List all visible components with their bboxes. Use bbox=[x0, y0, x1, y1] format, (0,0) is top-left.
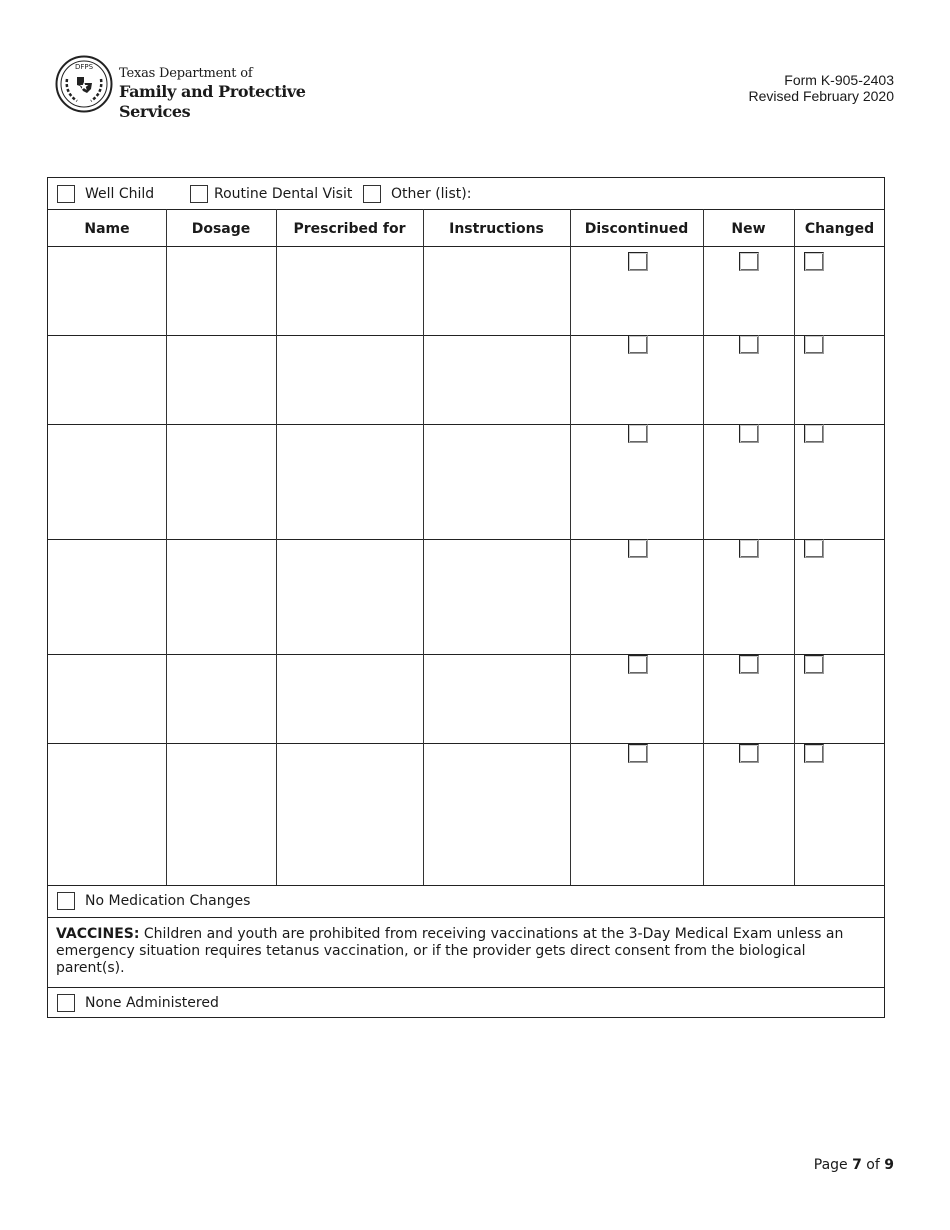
new-checkbox[interactable] bbox=[739, 744, 759, 763]
agency-line2: Family and Protective Services bbox=[119, 82, 306, 121]
column-divider bbox=[794, 209, 795, 885]
routine-dental-label: Routine Dental Visit bbox=[214, 186, 353, 202]
medication-form bbox=[47, 177, 885, 1018]
column-divider bbox=[570, 209, 571, 885]
no-medication-changes-checkbox[interactable] bbox=[57, 892, 75, 910]
divider bbox=[48, 987, 884, 988]
new-checkbox[interactable] bbox=[739, 252, 759, 271]
vaccines-text: Children and youth are prohibited from receiving vaccinations at the 3-Day Medical Exam unless an emergency situation requires tetanus vaccination, or if the provider gets direct consent from the biological parent(s). bbox=[56, 926, 844, 976]
none-administered-label: None Administered bbox=[85, 995, 219, 1011]
changed-checkbox[interactable] bbox=[804, 744, 824, 763]
discontinued-checkbox[interactable] bbox=[628, 655, 648, 674]
no-medication-changes-label: No Medication Changes bbox=[85, 893, 251, 909]
agency-name bbox=[119, 65, 355, 122]
changed-checkbox[interactable] bbox=[804, 539, 824, 558]
discontinued-checkbox[interactable] bbox=[628, 252, 648, 271]
page-of: of bbox=[861, 1157, 885, 1173]
well-child-checkbox[interactable] bbox=[57, 185, 75, 203]
column-divider bbox=[276, 209, 277, 885]
page-word: Page bbox=[813, 1157, 853, 1173]
changed-checkbox[interactable] bbox=[804, 655, 824, 674]
changed-checkbox[interactable] bbox=[804, 424, 824, 443]
discontinued-checkbox[interactable] bbox=[628, 539, 648, 558]
form-revision: Revised February 2020 bbox=[748, 88, 894, 104]
header-prescribed-for: Prescribed for bbox=[293, 220, 406, 237]
divider bbox=[48, 917, 884, 918]
well-child-label: Well Child bbox=[85, 186, 155, 202]
changed-checkbox[interactable] bbox=[804, 252, 824, 271]
form-number: Form K-905-2403 bbox=[784, 72, 894, 88]
agency-line1: Texas Department of bbox=[119, 66, 253, 81]
other-label: Other (list): bbox=[391, 186, 472, 202]
new-checkbox[interactable] bbox=[739, 539, 759, 558]
form-identifier bbox=[748, 72, 894, 104]
page-number bbox=[814, 1157, 894, 1173]
column-divider bbox=[423, 209, 424, 885]
page-total: 9 bbox=[884, 1157, 894, 1173]
header-name: Name bbox=[84, 220, 130, 237]
header-instructions: Instructions bbox=[449, 220, 544, 237]
page-current: 7 bbox=[852, 1157, 862, 1173]
routine-dental-checkbox[interactable] bbox=[190, 185, 208, 203]
discontinued-checkbox[interactable] bbox=[628, 744, 648, 763]
header-dosage: Dosage bbox=[191, 220, 251, 237]
divider bbox=[48, 885, 884, 886]
agency-logo bbox=[55, 55, 355, 121]
other-checkbox[interactable] bbox=[363, 185, 381, 203]
dfps-seal-icon bbox=[55, 55, 113, 113]
none-administered-checkbox[interactable] bbox=[57, 994, 75, 1012]
header-discontinued: Discontinued bbox=[584, 220, 689, 237]
changed-checkbox[interactable] bbox=[804, 335, 824, 354]
vaccines-notice bbox=[56, 926, 871, 977]
header-new: New bbox=[731, 220, 766, 237]
vaccines-title: VACCINES: bbox=[56, 926, 140, 942]
header-changed: Changed bbox=[804, 220, 875, 237]
new-checkbox[interactable] bbox=[739, 424, 759, 443]
discontinued-checkbox[interactable] bbox=[628, 424, 648, 443]
new-checkbox[interactable] bbox=[739, 655, 759, 674]
column-divider bbox=[703, 209, 704, 885]
discontinued-checkbox[interactable] bbox=[628, 335, 648, 354]
seal-text: DFPS bbox=[74, 63, 94, 71]
new-checkbox[interactable] bbox=[739, 335, 759, 354]
column-divider bbox=[166, 209, 167, 885]
